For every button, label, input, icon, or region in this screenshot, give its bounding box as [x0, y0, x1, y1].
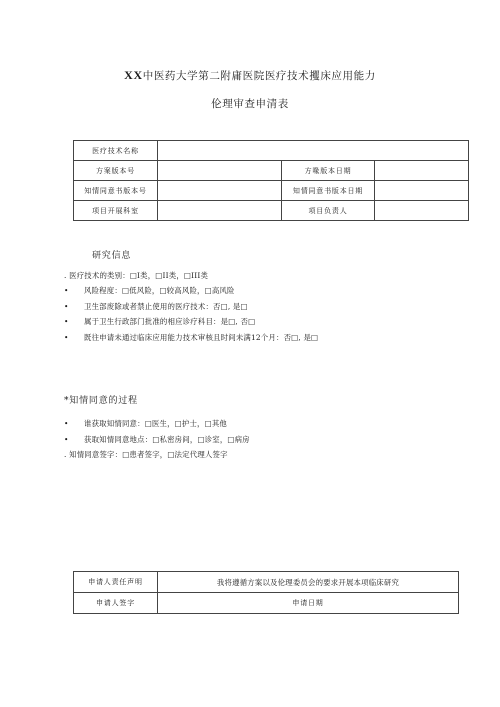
list-item-text: 卫生部废除或者禁止使用的医疗技术：否□, 是□	[84, 302, 248, 311]
list-item-text: 既往申请未通过临床应用能力技术审核且时间未满12个月：否□, 是□	[84, 333, 319, 342]
value-consent-version[interactable]	[158, 181, 282, 201]
declaration-table	[73, 571, 459, 614]
value-protocol-date[interactable]	[375, 161, 469, 181]
document-title-line2: 伦理审查申清表	[211, 98, 289, 110]
list-item-previous-application	[64, 332, 318, 343]
label-protocol-date: 方喙版本日期	[282, 161, 375, 181]
label-protocol-version: 方案版本号	[74, 161, 158, 181]
bullet-icon: •	[64, 435, 69, 444]
list-item-banned-technology	[64, 301, 248, 312]
section-heading-research: 研究信息	[92, 251, 132, 261]
project-info-table	[73, 140, 469, 221]
table-row	[74, 181, 469, 201]
list-item-text: 风险程度：□低风险，□较高风险，□高风险	[84, 286, 235, 295]
table-row	[74, 141, 469, 161]
section-heading-consent: *知情同意的过程	[64, 396, 138, 406]
label-project-lead: 项目负责人	[282, 201, 375, 221]
list-item-technology-category: . 医疗技术的类别：□I类，□II类，□III类	[64, 271, 209, 280]
label-declaration: 申请人责任声明	[74, 572, 158, 593]
value-consent-date[interactable]	[375, 181, 469, 201]
list-item-risk-level	[64, 285, 235, 296]
bullet-icon: •	[64, 302, 69, 311]
title-prefix: XX	[124, 68, 143, 82]
label-department: 项目开展科室	[74, 201, 158, 221]
label-application-date[interactable]: 申请日期	[158, 593, 459, 614]
label-applicant-signature: 申请人签字	[74, 593, 158, 614]
value-technology-name[interactable]	[158, 141, 469, 161]
list-item-approved-scope	[64, 316, 255, 327]
table-row	[74, 593, 459, 614]
list-item-text: 属于卫生行政部门批准的相应诊疗科目：是□, 否□	[84, 317, 256, 326]
label-consent-date: 知情同意书版本日期	[282, 181, 375, 201]
bullet-icon: •	[64, 317, 69, 326]
table-row	[74, 161, 469, 181]
list-item-text: 获取知情同意地点：□私密房间，□诊室，□病房	[84, 435, 250, 444]
table-row	[74, 572, 459, 593]
table-row	[74, 201, 469, 221]
label-consent-version: 知情同意书版本号	[74, 181, 158, 201]
bullet-icon: •	[64, 286, 69, 295]
value-declaration: 我将遵循方案以及伦理委员会的要求开展本项临床研究	[158, 572, 459, 593]
value-department[interactable]	[158, 201, 282, 221]
value-project-lead[interactable]	[375, 201, 469, 221]
list-item-consent-location	[64, 434, 250, 445]
bullet-icon: •	[64, 419, 69, 428]
list-item-text: 谁获取知情同意：□医生，□护士，□其他	[84, 419, 228, 428]
value-protocol-version[interactable]	[158, 161, 282, 181]
label-technology-name: 医疗技术名称	[74, 141, 158, 161]
document-title-line1	[0, 68, 500, 83]
bullet-icon: •	[64, 333, 69, 342]
list-item-consent-signature: . 知情同意签字：□患者签字，□法定代理人签字	[64, 450, 228, 459]
list-item-consent-obtainer	[64, 418, 227, 429]
title-text: 中医药大学第二附庸医院医疗技术攫床应用能力	[142, 70, 376, 82]
